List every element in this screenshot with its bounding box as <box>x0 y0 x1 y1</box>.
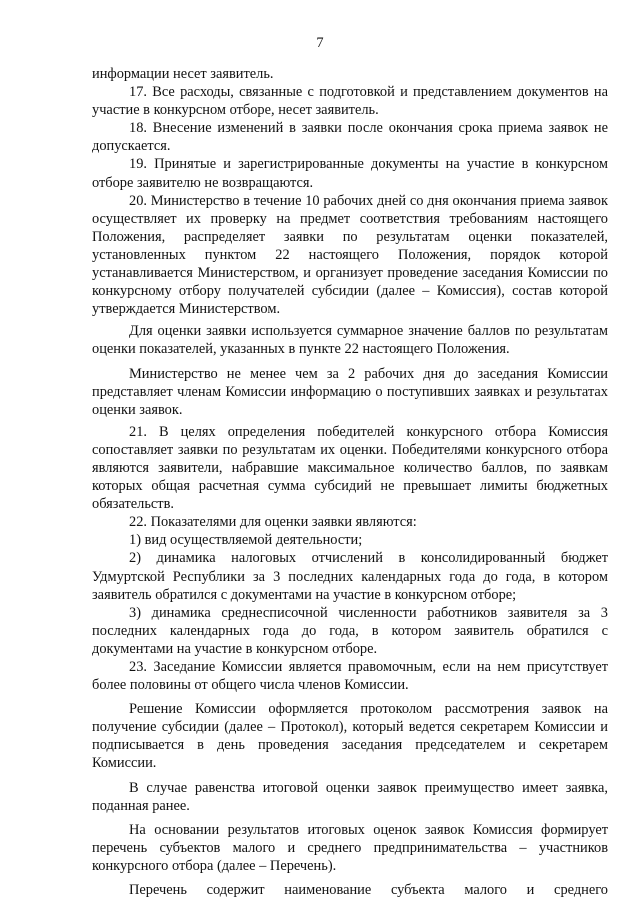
paragraph-item-18: 18. Внесение изменений в заявки после окончания срока приема заявок не допускается. <box>92 120 608 155</box>
document-body <box>92 65 608 899</box>
page-number: 7 <box>316 35 324 51</box>
paragraph-ministry-notice: Министерство не менее чем за 2 рабочих дня до заседания Комиссии представляет членам Комиссии информацию о поступивших заявках и результатах оценки заявок. <box>92 365 608 418</box>
paragraph-item-19: 19. Принятые и зарегистрированные документы на участие в конкурсном отборе заявителю не возвращаются. <box>92 156 608 191</box>
paragraph-item-20: 20. Министерство в течение 10 рабочих дней со дня окончания приема заявок осуществляет их проверку на предмет соответствия требованиям настоящего Положения, распределяет заявки по результатам оценки показателей, установленных пунктом 22 настоящего Положения, порядок которой устанавливается Министерством, и организует проведение заседания Комиссии по конкурсному отбору получателей субсидии (далее – Комиссия), состав которой утверждается Министерством. <box>92 192 608 318</box>
paragraph-item-17: 17. Все расходы, связанные с подготовкой и представлением документов на участие в конкурсном отборе, несет заявитель. <box>92 84 608 119</box>
list-item-1: 1) вид осуществляемой деятельности; <box>129 532 363 549</box>
paragraph-item-23: 23. Заседание Комиссии является правомочным, если на нем присутствует более половины от общего числа членов Комиссии. <box>92 659 608 694</box>
paragraph-tie-rule: В случае равенства итоговой оценки заявок преимущество имеет заявка, поданная ранее. <box>92 779 608 814</box>
paragraph-list-formation: На основании результатов итоговых оценок заявок Комиссия формирует перечень субъектов малого и среднего предпринимательства – участников конкурсного отбора (далее – Перечень). <box>92 821 608 874</box>
paragraph-assessment-sum: Для оценки заявки используется суммарное значение баллов по результатам оценки показателей, указанных в пункте 22 настоящего Положения. <box>92 323 608 358</box>
paragraph-list-contents: Перечень содержит наименование субъекта малого и среднего <box>129 882 608 899</box>
list-item-2: 2) динамика налоговых отчислений в консолидированный бюджет Удмуртской Республики за 3 последних календарных года до года, в котором заявитель обратился с документами на участие в конкурсном отборе; <box>92 550 608 603</box>
list-item-3: 3) динамика среднесписочной численности работников заявителя за 3 последних календарных года до года, в котором заявитель обратился с документами на участие в конкурсном отборе. <box>92 604 608 657</box>
paragraph-item-21: 21. В целях определения победителей конкурсного отбора Комиссия сопоставляет заявки по результатам их оценки. Победителями конкурсного отбора являются заявители, набравшие максимальное количество баллов, по заявкам которых общая расчетная сумма субсидий не превышает лимиты бюджетных обязательств. <box>92 423 608 513</box>
paragraph-continuation: информации несет заявитель. <box>92 66 274 82</box>
paragraph-item-22: 22. Показателями для оценки заявки являются: <box>129 514 417 531</box>
paragraph-protocol: Решение Комиссии оформляется протоколом рассмотрения заявок на получение субсидии (далее – Протокол), который ведется секретарем Комиссии и подписывается в день проведения заседания председателем и секретарем Комиссии. <box>92 701 608 772</box>
